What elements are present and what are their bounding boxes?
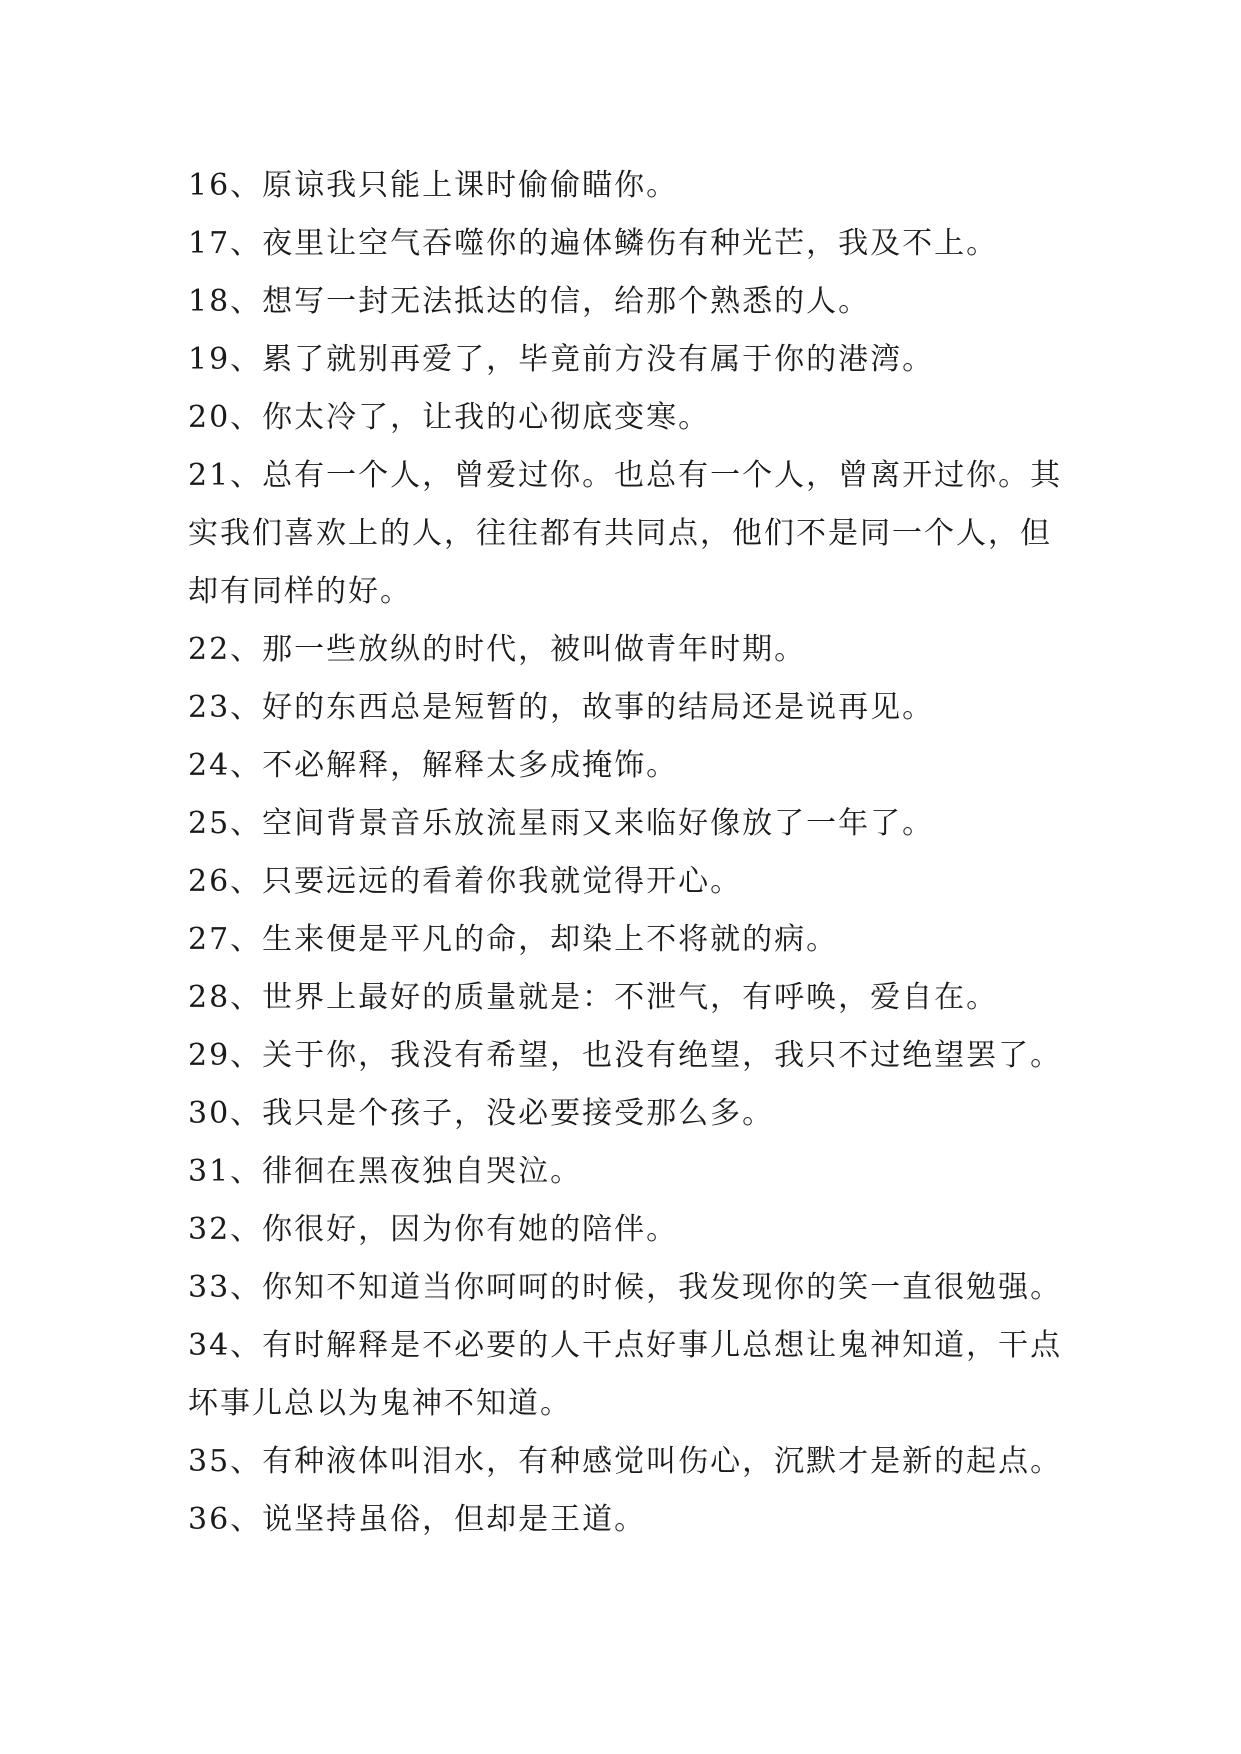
paragraph-35: 35、有种液体叫泪水，有种感觉叫伤心，沉默才是新的起点。 xyxy=(188,1444,1063,1479)
paragraph-20: 20、你太冷了，让我的心彻底变寒。 xyxy=(188,400,711,435)
paragraph-17: 17、夜里让空气吞噬你的遍体鳞伤有种光芒，我及不上。 xyxy=(188,226,999,261)
paragraph-27: 27、生来便是平凡的命，却染上不将就的病。 xyxy=(188,922,839,957)
document-body xyxy=(188,157,1068,1549)
paragraph-33: 33、你知不知道当你呵呵的时候，我发现你的笑一直很勉强。 xyxy=(188,1270,1063,1305)
paragraph-23: 23、好的东西总是短暂的，故事的结局还是说再见。 xyxy=(188,690,935,725)
paragraph-26: 26、只要远远的看着你我就觉得开心。 xyxy=(188,864,743,899)
paragraph-25: 25、空间背景音乐放流星雨又来临好像放了一年了。 xyxy=(188,806,935,841)
paragraph-36: 36、说坚持虽俗，但却是王道。 xyxy=(188,1502,647,1537)
paragraph-18: 18、想写一封无法抵达的信，给那个熟悉的人。 xyxy=(188,284,871,319)
paragraph-34: 34、有时解释是不必要的人干点好事儿总想让鬼神知道，干点坏事儿总以为鬼神不知道。 xyxy=(188,1328,1063,1421)
paragraph-24: 24、不必解释，解释太多成掩饰。 xyxy=(188,748,679,783)
paragraph-31: 31、徘徊在黑夜独自哭泣。 xyxy=(188,1154,583,1189)
paragraph-32: 32、你很好，因为你有她的陪伴。 xyxy=(188,1212,679,1247)
paragraph-21: 21、总有一个人，曾爱过你。也总有一个人，曾离开过你。其实我们喜欢上的人，往往都有共同点，他们不是同一个人，但却有同样的好。 xyxy=(188,458,1063,609)
paragraph-28: 28、世界上最好的质量就是：不泄气，有呼唤，爱自在。 xyxy=(188,980,999,1015)
paragraph-29: 29、关于你，我没有希望，也没有绝望，我只不过绝望罢了。 xyxy=(188,1038,1063,1073)
paragraph-30: 30、我只是个孩子，没必要接受那么多。 xyxy=(188,1096,775,1131)
paragraph-22: 22、那一些放纵的时代，被叫做青年时期。 xyxy=(188,632,807,667)
paragraph-19: 19、累了就别再爱了，毕竟前方没有属于你的港湾。 xyxy=(188,342,935,377)
paragraph-16: 16、原谅我只能上课时偷偷瞄你。 xyxy=(188,168,679,203)
